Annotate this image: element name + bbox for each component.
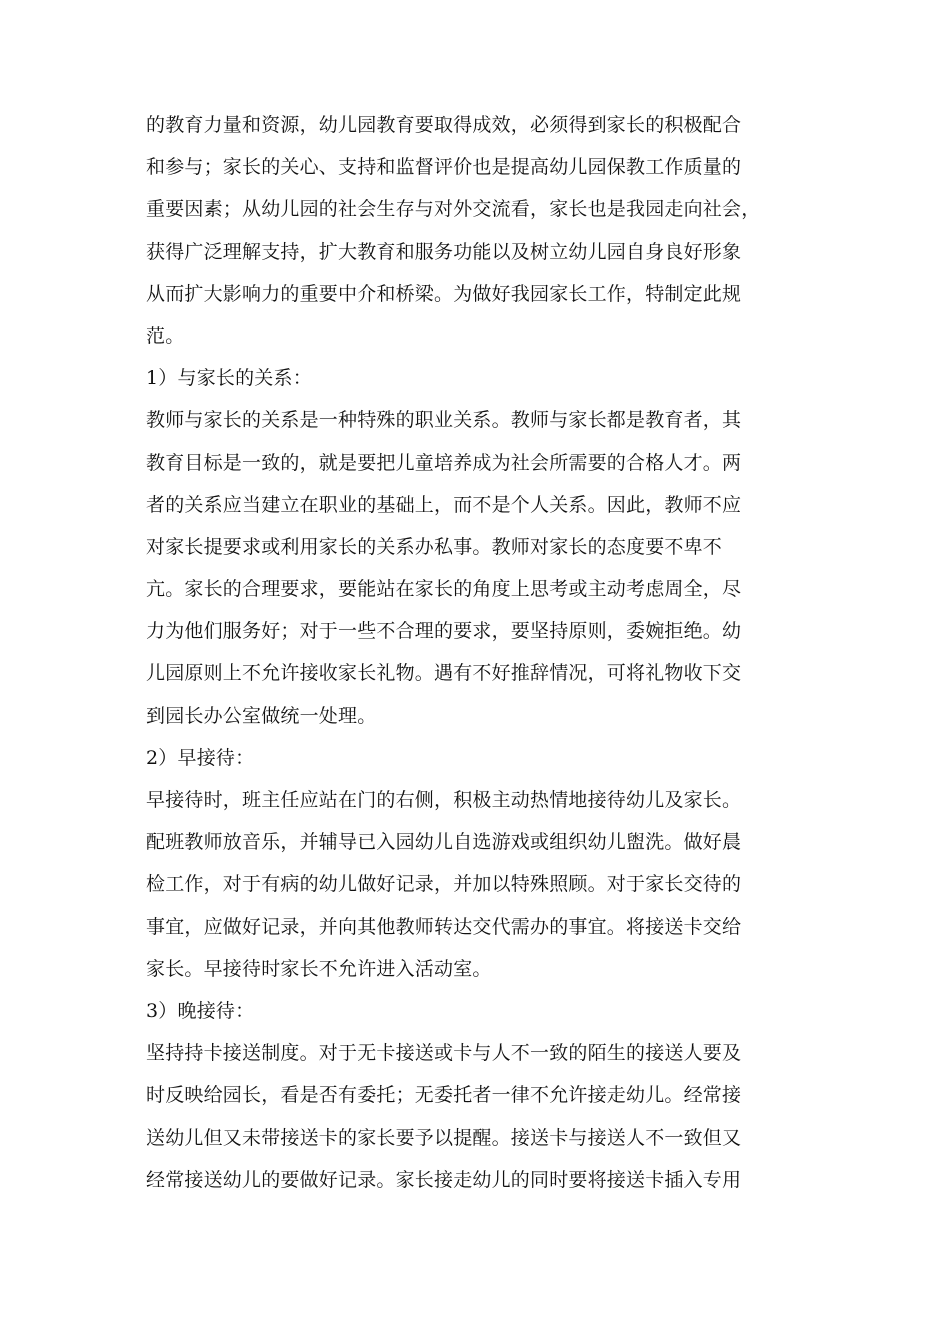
- text-line: 从而扩大影响力的重要中介和桥梁。为做好我园家长工作，特制定此规: [146, 282, 742, 305]
- text-line: 检工作，对于有病的幼儿做好记录，并加以特殊照顾。对于家长交待的: [146, 873, 742, 896]
- text-line: 配班教师放音乐，并辅导已入园幼儿自选游戏或组织幼儿盥洗。做好晨: [146, 831, 742, 854]
- section-heading: 2）早接待：: [146, 746, 255, 769]
- text-line: 力为他们服务好；对于一些不合理的要求，要坚持原则，委婉拒绝。幼: [146, 620, 742, 643]
- text-line: 时反映给园长，看是否有委托；无委托者一律不允许接走幼儿。经常接: [146, 1084, 742, 1107]
- text-line: 对家长提要求或利用家长的关系办私事。教师对家长的态度要不卑不: [146, 535, 723, 558]
- text-line: 经常接送幼儿的要做好记录。家长接走幼儿的同时要将接送卡插入专用: [146, 1168, 742, 1191]
- text-line: 范。: [146, 324, 185, 347]
- text-line: 送幼儿但又未带接送卡的家长要予以提醒。接送卡与接送人不一致但又: [146, 1126, 742, 1149]
- text-line: 坚持持卡接送制度。对于无卡接送或卡与人不一致的陌生的接送人要及: [146, 1042, 742, 1065]
- text-line: 到园长办公室做统一处理。: [146, 704, 377, 727]
- text-line: 和参与；家长的关心、支持和监督评价也是提高幼儿园保教工作质量的: [146, 156, 742, 179]
- text-line: 早接待时，班主任应站在门的右侧，积极主动热情地接待幼儿及家长。: [146, 789, 742, 811]
- text-line: 的教育力量和资源，幼儿园教育要取得成效，必须得到家长的积极配合: [146, 114, 742, 136]
- text-line: 获得广泛理解支持，扩大教育和服务功能以及树立幼儿园自身良好形象: [146, 240, 742, 263]
- text-line: 家长。早接待时家长不允许进入活动室。: [146, 957, 492, 980]
- text-line: 教育目标是一致的，就是要把儿童培养成为社会所需要的合格人才。两: [146, 451, 742, 474]
- text-line: 亢。家长的合理要求，要能站在家长的角度上思考或主动考虑周全，尽: [146, 578, 742, 601]
- text-line: 事宜，应做好记录，并向其他教师转达交代需办的事宜。将接送卡交给: [146, 915, 742, 938]
- text-line: 教师与家长的关系是一种特殊的职业关系。教师与家长都是教育者，其: [146, 409, 742, 432]
- text-line: 者的关系应当建立在职业的基础上，而不是个人关系。因此，教师不应: [146, 493, 742, 516]
- section-heading: 3）晚接待：: [146, 999, 255, 1022]
- document-body: [146, 104, 840, 1201]
- text-line: 重要因素；从幼儿园的社会生存与对外交流看，家长也是我园走向社会，: [146, 198, 761, 221]
- text-line: 儿园原则上不允许接收家长礼物。遇有不好推辞情况，可将礼物收下交: [146, 662, 742, 685]
- section-heading: 1）与家长的关系：: [146, 367, 312, 390]
